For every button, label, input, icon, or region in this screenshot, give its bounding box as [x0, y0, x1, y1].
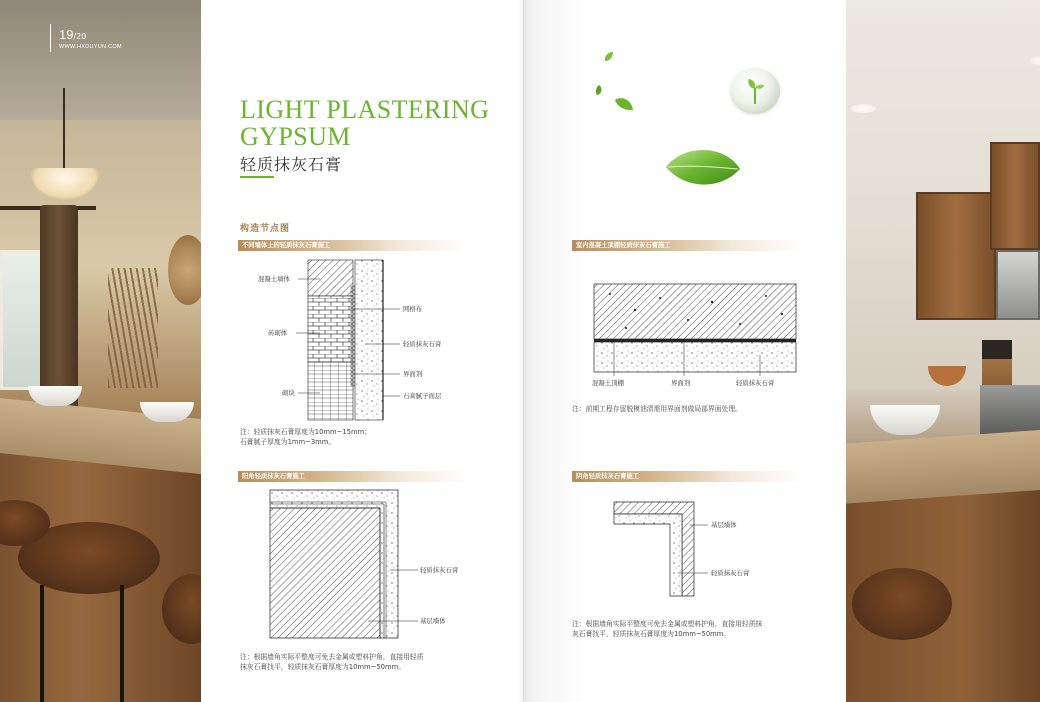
plaster-layer [614, 514, 682, 596]
green-leaf-icon [603, 51, 615, 63]
title-chinese: 轻质抹灰石膏 [240, 155, 343, 174]
note-walls [240, 427, 371, 447]
knife-block [982, 340, 1012, 388]
label-block: 砌块 [282, 389, 295, 397]
diagram-internal-corner [612, 500, 802, 600]
stool-leg [120, 585, 124, 702]
label-putty: 石膏腻子面层 [403, 392, 442, 400]
water-drop-sprout-icon [730, 68, 780, 114]
wall-cabinet [916, 192, 996, 320]
wall-basket [168, 235, 201, 305]
label-plaster: 轻质抹灰石膏 [736, 379, 775, 387]
wall-cabinet [990, 142, 1040, 250]
website: WWW.HXDUYUN.COM [59, 44, 122, 50]
ceiling [0, 0, 201, 120]
stool-leg [40, 585, 44, 702]
note-ceiling: 注：前期工程存留脱模油渍需用界面剂做局部界面处理。 [572, 405, 742, 413]
dried-plant [108, 268, 158, 388]
plaster-layer [355, 260, 383, 420]
book-gutter [518, 0, 528, 702]
bar-stool [852, 568, 952, 640]
block-wall-section [308, 362, 353, 420]
diagram-external-corner [270, 490, 480, 640]
label-plaster: 轻质抹灰石膏 [420, 566, 459, 574]
curtain [40, 205, 78, 415]
page-number: 19 [59, 27, 74, 42]
lamp-cord [63, 88, 65, 168]
label-plaster: 轻质抹灰石膏 [711, 569, 750, 577]
label-agent: 界面剂 [403, 370, 423, 378]
note-internal-corner [572, 619, 762, 639]
green-leaf-icon [594, 84, 604, 96]
diagram-walls [250, 258, 470, 424]
title-english [240, 96, 489, 150]
green-leaf-icon [614, 96, 634, 112]
label-concrete: 混凝土墙体 [258, 275, 290, 283]
label-mesh: 网格布 [403, 305, 423, 313]
note-walls-line2: 石膏腻子厚度为1mm~3mm。 [240, 438, 336, 446]
note-internal-line1: 注：根据墙角实际平整度可免去金属或塑料护角，直接用轻质抹 [572, 620, 763, 628]
pendant-lamp [30, 168, 100, 200]
note-walls-line1: 注：轻质抹灰石膏厚度为10mm~15mm； [240, 428, 372, 436]
mesh-strip [351, 286, 355, 386]
green-leaf-icon [664, 145, 742, 189]
note-external-line1: 注：根据墙角实际平整度可免去金属或塑料护角，直接用轻质 [240, 653, 424, 661]
page-total: /20 [73, 32, 87, 41]
label-base: 基层墙体 [711, 521, 737, 529]
caption-walls: 不同墙体上的轻质抹灰石膏施工 [238, 240, 468, 251]
kitchen-photo-left [0, 0, 201, 702]
label-plaster: 轻质抹灰石膏 [403, 340, 442, 348]
note-internal-line2: 灰石膏找平，轻质抹灰石膏厚度为10mm~50mm。 [572, 630, 731, 638]
title-english-line2: GYPSUM [240, 122, 351, 151]
base-wall-section [270, 508, 380, 638]
note-external-corner [240, 652, 424, 672]
brick-wall-section [308, 296, 353, 362]
section-heading: 构造节点图 [240, 224, 291, 234]
label-base: 基层墙体 [420, 617, 446, 625]
title-english-line1: LIGHT PLASTERING [240, 95, 490, 124]
interface-agent-layer [594, 339, 796, 342]
concrete-wall-section [308, 260, 353, 296]
caption-ceiling: 室内混凝土顶棚轻质抹灰石膏施工 [572, 240, 802, 251]
stove [980, 385, 1040, 435]
label-brick: 砖砌体 [268, 329, 288, 337]
page-number-block [50, 24, 122, 52]
microwave [996, 250, 1040, 320]
label-ceiling: 混凝土顶棚 [592, 379, 624, 387]
ceiling-light [850, 104, 876, 113]
concrete-ceiling-section [594, 284, 796, 339]
caption-external-corner: 阳角轻质抹灰石膏施工 [238, 471, 468, 482]
label-agent: 界面剂 [671, 379, 691, 387]
caption-internal-corner: 阴角轻质抹灰石膏施工 [572, 471, 802, 482]
diagram-ceiling [580, 280, 810, 390]
title-underline [240, 176, 274, 178]
plaster-layer [594, 342, 796, 372]
sprout-icon [744, 76, 766, 106]
note-external-line2: 抹灰石膏找平，轻质抹灰石膏厚度为10mm~50mm。 [240, 663, 406, 671]
